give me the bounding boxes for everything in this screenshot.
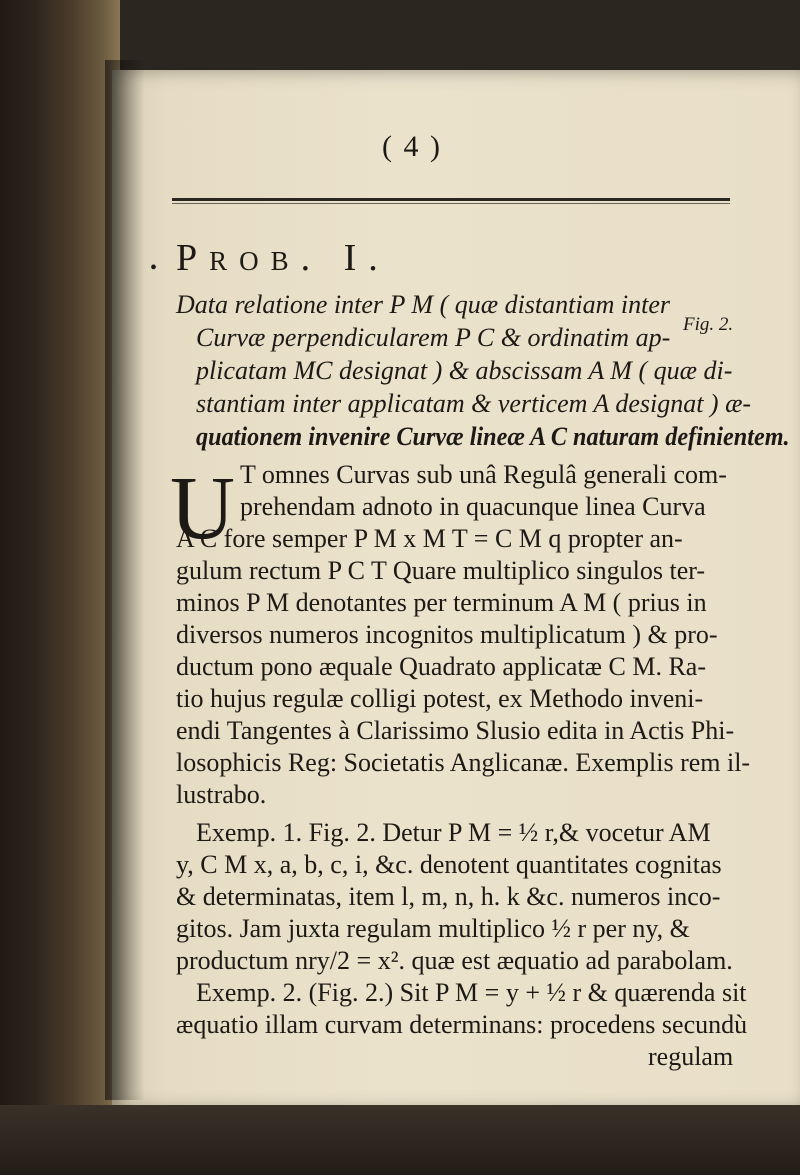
- title-line: Curvæ perpendicularem P C & ordinatim ap-: [196, 323, 671, 352]
- gutter-shadow: [105, 60, 145, 1100]
- page-number: ( 4 ): [382, 130, 442, 163]
- body-line: losophicis Reg: Societatis Anglicanæ. Exemplis rem il-: [176, 748, 751, 777]
- body-line: Exemp. 2. (Fig. 2.) Sit P M = y + ½ r & quærenda sit: [196, 978, 747, 1007]
- body-line: tio hujus regulæ colligi potest, ex Methodo inveni-: [176, 684, 704, 713]
- bullet-mark: •: [150, 257, 158, 279]
- title-line: Data relatione inter P M ( quæ distantiam inter: [176, 290, 670, 319]
- body-line: diversos numeros incognitos multiplicatum ) & pro-: [176, 620, 718, 649]
- body-line: endi Tangentes à Clarissimo Slusio edita in Actis Phi-: [176, 716, 735, 745]
- body-line: minos P M denotantes per terminum A M ( prius in: [176, 588, 707, 617]
- catchword: regulam: [648, 1042, 734, 1071]
- body-line: T omnes Curvas sub unâ Regulâ generali com-: [240, 460, 727, 489]
- body-line: gitos. Jam juxta regulam multiplico ½ r per ny, &: [176, 914, 690, 943]
- header-rule-thin: [172, 203, 730, 204]
- body-line: lustrabo.: [176, 780, 267, 809]
- body-line: & determinatas, item l, m, n, h. k &c. numeros inco-: [176, 882, 721, 911]
- body-line: A C fore semper P M x M T = C M q propter an-: [176, 524, 683, 553]
- body-line: gulum rectum P C T Quare multiplico singulos ter-: [176, 556, 706, 585]
- body-line: æquatio illam curvam determinans: procedens secundù: [176, 1010, 748, 1039]
- body-line: y, C M x, a, b, c, i, &c. denotent quantitates cognitas: [176, 850, 722, 879]
- body-line: productum nry/2 = x². quæ est æquatio ad parabolam.: [176, 946, 733, 975]
- book-spine: [0, 0, 120, 1175]
- body-line: prehendam adnoto in quacunque linea Curva: [240, 492, 706, 521]
- problem-heading: Prob. I.: [176, 237, 390, 279]
- title-line: quationem invenire Curvæ lineæ A C naturam definientem.: [196, 422, 790, 451]
- page-bottom-edge: [0, 1105, 800, 1175]
- body-line: ductum pono æquale Quadrato applicatæ C M. Ra-: [176, 652, 707, 681]
- header-rule: [172, 198, 730, 201]
- margin-figure-note: Fig. 2.: [683, 314, 734, 335]
- title-line: stantiam inter applicatam & verticem A designat ) æ-: [196, 389, 752, 418]
- body-line: Exemp. 1. Fig. 2. Detur P M = ½ r,& vocetur AM: [196, 818, 711, 847]
- drop-cap: U: [170, 459, 235, 558]
- title-line: plicatam MC designat ) & abscissam A M ( quæ di-: [196, 356, 733, 385]
